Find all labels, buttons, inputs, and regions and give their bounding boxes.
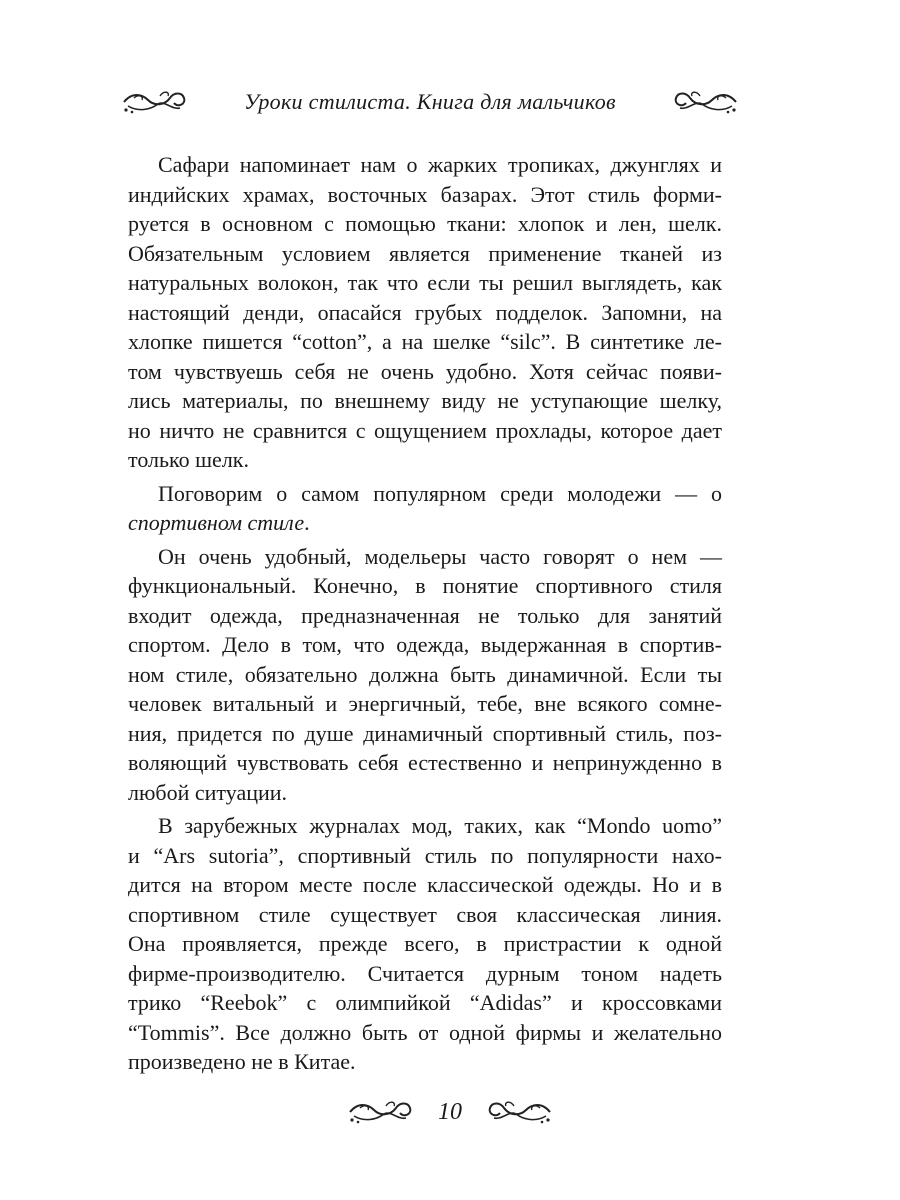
page-footer <box>300 1094 600 1130</box>
text-line <box>128 959 722 989</box>
text-segment: Поговорим о самом популярном среди молодежи — о <box>158 480 722 506</box>
text-line <box>128 870 722 900</box>
text-segment: воляющий чувствовать себя естественно и непринужденно в <box>128 750 722 775</box>
text-line <box>128 841 722 871</box>
text-line <box>128 778 722 808</box>
text-segment: входит одежда, предназначенная не только для занятий <box>128 602 722 628</box>
text-segment: натуральных волокон, так что если ты решил выглядеть, как <box>128 270 722 295</box>
text-segment: фирме-производителю. Считается дурным тоном надеть <box>128 960 722 986</box>
text-segment: индийских храмах, восточных базарах. Этот стиль форми- <box>128 181 722 207</box>
italic-text: спортивном стиле <box>128 510 305 535</box>
text-segment: любой ситуации. <box>128 779 288 805</box>
text-line <box>128 571 722 601</box>
text-line <box>128 180 722 210</box>
body-text <box>128 150 722 1081</box>
paragraph <box>128 479 722 538</box>
text-segment: В зарубежных журналах мод, таких, как “Mondo uomo” <box>158 813 722 838</box>
text-segment: ния, придется по душе динамичный спортивный стиль, поз- <box>128 720 722 746</box>
text-line <box>128 150 722 180</box>
text-line <box>128 719 722 749</box>
text-line <box>128 900 722 930</box>
text-segment: спортом. Дело в том, что одежда, выдержанная в спортив- <box>128 632 722 657</box>
text-line <box>128 298 722 328</box>
text-line <box>128 209 722 239</box>
text-segment: настоящий денди, опасайся грубых подделок. Запомни, на <box>128 299 722 325</box>
running-header-title: Уроки стилиста. Книга для мальчиков <box>244 89 616 114</box>
text-segment: трико “Reebok” с олимпийкой “Adidas” и кроссовками <box>128 990 722 1015</box>
flourish-ornament-icon <box>670 88 740 116</box>
text-segment: Сафари напоминает нам о жарких тропиках, джунглях и <box>158 152 722 177</box>
text-segment: только шелк. <box>128 447 249 472</box>
flourish-ornament-icon <box>346 1098 416 1126</box>
text-line <box>128 1018 722 1048</box>
text-line <box>128 479 722 509</box>
text-segment: том чувствуешь себя не очень удобно. Хотя сейчас появи- <box>128 358 722 384</box>
text-segment: руется в основном с помощью ткани: хлопок и лен, шелк. <box>128 211 722 236</box>
text-line <box>128 416 722 446</box>
text-segment: лись материалы, по внешнему виду не уступающие шелку, <box>128 388 722 413</box>
text-segment: Он очень удобный, модельеры часто говорят о нем — <box>158 543 722 569</box>
text-line <box>128 508 722 538</box>
text-segment: Она проявляется, прежде всего, в пристрастии к одной <box>128 931 722 956</box>
paragraph <box>128 150 722 475</box>
running-header <box>120 84 740 120</box>
text-line <box>128 748 722 778</box>
text-segment: функциональный. Конечно, в понятие спортивного стиля <box>128 573 722 598</box>
text-segment: Обязательным условием является применение тканей из <box>128 240 722 266</box>
text-line <box>128 542 722 572</box>
text-segment: ном стиле, обязательно должна быть динамичной. Если ты <box>128 661 722 687</box>
text-segment: но ничто не сравнится с ощущением прохлады, которое дает <box>128 417 722 443</box>
flourish-ornament-icon <box>120 88 190 116</box>
text-line <box>128 327 722 357</box>
text-line <box>128 445 722 475</box>
text-line <box>128 630 722 660</box>
paragraph <box>128 811 722 1077</box>
text-line <box>128 386 722 416</box>
text-line <box>128 929 722 959</box>
text-segment: . <box>304 510 310 535</box>
paragraph <box>128 542 722 808</box>
text-segment: дится на втором месте после классической одежды. Но и в <box>128 872 722 897</box>
text-segment: и “Ars sutoria”, спортивный стиль по популярности нахо- <box>128 842 722 868</box>
text-segment: человек витальный и энергичный, тебе, вне всякого сомне- <box>128 691 722 716</box>
text-line <box>128 601 722 631</box>
text-segment: спортивном стиле существует своя классическая линия. <box>128 901 722 927</box>
text-line <box>128 1047 722 1077</box>
text-segment: хлопке пишется “cotton”, а на шелке “silc”. В синтетике ле- <box>128 329 722 354</box>
text-line <box>128 268 722 298</box>
text-segment: произведено не в Китае. <box>128 1049 356 1074</box>
text-line <box>128 357 722 387</box>
text-line <box>128 811 722 841</box>
page-number: 10 <box>438 1098 462 1125</box>
text-line <box>128 689 722 719</box>
text-line <box>128 660 722 690</box>
text-line <box>128 239 722 269</box>
text-segment: “Tommis”. Все должно быть от одной фирмы и желательно <box>128 1019 722 1045</box>
text-line <box>128 988 722 1018</box>
flourish-ornament-icon <box>484 1098 554 1126</box>
